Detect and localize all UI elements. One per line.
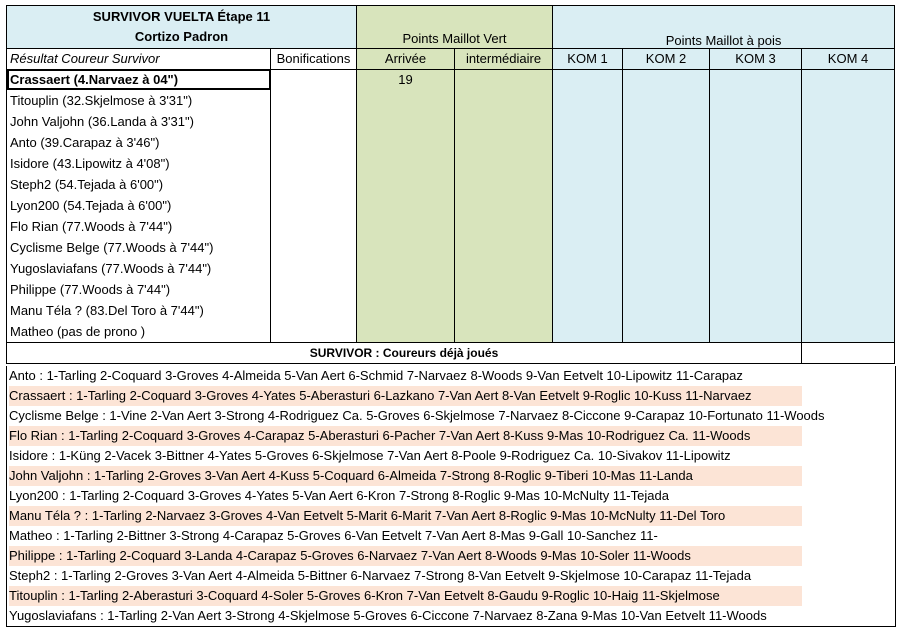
result-bonification-cell[interactable] <box>271 132 357 153</box>
result-kom1-cell[interactable] <box>553 111 623 132</box>
result-kom4-cell[interactable] <box>802 300 895 321</box>
result-kom4-cell[interactable] <box>802 195 895 216</box>
result-intermediaire-cell[interactable] <box>455 195 553 216</box>
result-intermediaire-cell[interactable] <box>455 132 553 153</box>
result-kom3-cell[interactable] <box>710 321 802 342</box>
result-coureur-cell[interactable]: John Valjohn (36.Landa à 3'31") <box>7 111 271 132</box>
result-intermediaire-cell[interactable] <box>455 321 553 342</box>
played-row <box>7 366 895 386</box>
result-coureur-cell[interactable]: Manu Téla ? (83.Del Toro à 7'44") <box>7 300 271 321</box>
result-kom3-cell[interactable] <box>710 216 802 237</box>
result-kom4-cell[interactable] <box>802 111 895 132</box>
result-kom3-cell[interactable] <box>710 132 802 153</box>
result-coureur-cell[interactable]: Yugoslaviafans (77.Woods à 7'44") <box>7 258 271 279</box>
col-kom1: KOM 1 <box>553 48 623 69</box>
sheet-title-line2: Cortizo Padron <box>7 26 357 48</box>
result-intermediaire-cell[interactable] <box>455 69 553 90</box>
result-intermediaire-cell[interactable] <box>455 216 553 237</box>
result-row <box>7 300 895 321</box>
result-bonification-cell[interactable] <box>271 174 357 195</box>
result-arrivee-cell[interactable] <box>357 90 455 111</box>
result-kom2-cell[interactable] <box>623 279 710 300</box>
result-kom2-cell[interactable] <box>623 111 710 132</box>
result-bonification-cell[interactable] <box>271 300 357 321</box>
played-row <box>7 546 895 566</box>
result-kom3-cell[interactable] <box>710 153 802 174</box>
result-coureur-cell[interactable]: Philippe (77.Woods à 7'44") <box>7 279 271 300</box>
result-kom2-cell[interactable] <box>623 132 710 153</box>
result-arrivee-cell[interactable] <box>357 174 455 195</box>
result-row <box>7 258 895 279</box>
result-row <box>7 321 895 342</box>
result-intermediaire-cell[interactable] <box>455 258 553 279</box>
result-kom4-cell[interactable] <box>802 69 895 90</box>
played-row <box>7 566 895 586</box>
col-resultat: Résultat Coureur Survivor <box>7 48 271 69</box>
col-kom4: KOM 4 <box>802 48 895 69</box>
played-row-text: Manu Téla ? : 1-Tarling 2-Narvaez 3-Groves 4-Van Eetvelt 5-Marit 6-Marit 7-Van Aert 8-Roglic 9-Mas 10-McNulty 11-Del Toro <box>9 506 802 526</box>
result-kom4-cell[interactable] <box>802 153 895 174</box>
result-kom4-cell[interactable] <box>802 237 895 258</box>
played-row <box>7 586 895 606</box>
result-kom3-cell[interactable] <box>710 195 802 216</box>
points-maillot-vert-header: Points Maillot Vert <box>357 6 553 49</box>
played-row-text: Isidore : 1-Küng 2-Vacek 3-Bittner 4-Yates 5-Groves 6-Skjelmose 7-Van Aert 8-Poole 9-Rodriguez Ca. 10-Sivakov 11-Lipowitz <box>9 448 731 463</box>
result-kom1-cell[interactable] <box>553 90 623 111</box>
result-coureur-cell[interactable]: Flo Rian (77.Woods à 7'44") <box>7 216 271 237</box>
result-kom1-cell[interactable] <box>553 153 623 174</box>
result-bonification-cell[interactable] <box>271 90 357 111</box>
result-coureur-cell[interactable]: Anto (39.Carapaz à 3'46") <box>7 132 271 153</box>
result-kom3-cell[interactable] <box>710 279 802 300</box>
result-intermediaire-cell[interactable] <box>455 300 553 321</box>
played-row-text: Titouplin : 1-Tarling 2-Aberasturi 3-Coquard 4-Soler 5-Groves 6-Kron 7-Van Eetvelt 8-Gaudu 9-Roglic 10-Haig 11-Skjelmose <box>9 586 802 606</box>
result-bonification-cell[interactable] <box>271 279 357 300</box>
result-kom3-cell[interactable] <box>710 90 802 111</box>
result-kom2-cell[interactable] <box>623 90 710 111</box>
results-body <box>7 69 895 342</box>
points-maillot-pois-header: Points Maillot à pois <box>553 6 895 49</box>
result-row <box>7 153 895 174</box>
result-kom4-cell[interactable] <box>802 321 895 342</box>
played-row-text: Philippe : 1-Tarling 2-Coquard 3-Landa 4-Carapaz 5-Groves 6-Narvaez 7-Van Aert 8-Woods 9-Mas 10-Soler 11-Woods <box>9 546 802 566</box>
result-intermediaire-cell[interactable] <box>455 174 553 195</box>
result-kom1-cell[interactable] <box>553 216 623 237</box>
result-kom1-cell[interactable] <box>553 195 623 216</box>
result-arrivee-cell[interactable] <box>357 237 455 258</box>
result-arrivee-cell[interactable] <box>357 321 455 342</box>
result-kom4-cell[interactable] <box>802 90 895 111</box>
result-kom1-cell[interactable] <box>553 300 623 321</box>
played-row-text: Steph2 : 1-Tarling 2-Groves 3-Van Aert 4-Almeida 5-Bittner 6-Narvaez 7-Strong 8-Van Eetvelt 9-Skjelmose 10-Carapaz 11-Tejada <box>9 568 752 583</box>
result-arrivee-cell[interactable] <box>357 258 455 279</box>
result-row <box>7 237 895 258</box>
result-row <box>7 174 895 195</box>
played-row-text: John Valjohn : 1-Tarling 2-Groves 3-Van Aert 4-Kuss 5-Coquard 6-Almeida 7-Strong 8-Roglic 9-Tiberi 10-Mas 11-Landa <box>9 466 802 486</box>
result-bonification-cell[interactable] <box>271 216 357 237</box>
result-bonification-cell[interactable] <box>271 321 357 342</box>
result-coureur-cell[interactable]: Titouplin (32.Skjelmose à 3'31") <box>7 90 271 111</box>
result-arrivee-cell[interactable] <box>357 216 455 237</box>
result-arrivee-cell[interactable] <box>357 195 455 216</box>
result-row <box>7 195 895 216</box>
result-kom2-cell[interactable] <box>623 69 710 90</box>
result-coureur-cell[interactable]: Isidore (43.Lipowitz à 4'08") <box>7 153 271 174</box>
result-kom4-cell[interactable] <box>802 132 895 153</box>
result-intermediaire-cell[interactable] <box>455 153 553 174</box>
result-row <box>7 69 895 90</box>
result-row <box>7 279 895 300</box>
played-row <box>7 506 895 526</box>
result-row <box>7 111 895 132</box>
result-bonification-cell[interactable] <box>271 69 357 90</box>
played-row-text: Lyon200 : 1-Tarling 2-Coquard 3-Groves 4-Yates 5-Van Aert 6-Kron 7-Strong 8-Roglic 9-Mas 10-McNulty 11-Tejada <box>9 488 669 503</box>
result-kom3-cell[interactable] <box>710 69 802 90</box>
result-kom1-cell[interactable] <box>553 69 623 90</box>
result-bonification-cell[interactable] <box>271 237 357 258</box>
result-kom3-cell[interactable] <box>710 111 802 132</box>
played-row-text: Yugoslaviafans : 1-Tarling 2-Van Aert 3-Strong 4-Skjelmose 5-Groves 6-Ciccone 7-Narvaez 8-Zana 9-Mas 10-Van Eetvelt 11-Woods <box>9 608 767 623</box>
result-kom1-cell[interactable] <box>553 132 623 153</box>
result-kom1-cell[interactable] <box>553 279 623 300</box>
result-intermediaire-cell[interactable] <box>455 279 553 300</box>
result-arrivee-cell[interactable] <box>357 153 455 174</box>
result-row <box>7 90 895 111</box>
result-kom1-cell[interactable] <box>553 174 623 195</box>
played-row <box>7 426 895 446</box>
played-row <box>7 406 895 426</box>
result-intermediaire-cell[interactable] <box>455 111 553 132</box>
played-row-text: Anto : 1-Tarling 2-Coquard 3-Groves 4-Almeida 5-Van Aert 6-Schmid 7-Narvaez 8-Woods 9-Van Eetvelt 10-Lipowitz 11-Carapaz <box>9 368 743 383</box>
played-row <box>7 606 895 626</box>
result-intermediaire-cell[interactable] <box>455 90 553 111</box>
played-row <box>7 386 895 406</box>
result-arrivee-cell[interactable]: 19 <box>357 69 455 90</box>
result-coureur-cell[interactable]: Steph2 (54.Tejada à 6'00") <box>7 174 271 195</box>
result-arrivee-cell[interactable] <box>357 111 455 132</box>
result-bonification-cell[interactable] <box>271 258 357 279</box>
col-kom2: KOM 2 <box>623 48 710 69</box>
result-kom2-cell[interactable] <box>623 258 710 279</box>
result-kom1-cell[interactable] <box>553 237 623 258</box>
played-row <box>7 446 895 466</box>
played-list <box>6 366 896 627</box>
result-kom2-cell[interactable] <box>623 321 710 342</box>
col-intermediaire: intermédiaire <box>455 48 553 69</box>
result-kom2-cell[interactable] <box>623 174 710 195</box>
result-kom4-cell[interactable] <box>802 174 895 195</box>
played-row <box>7 526 895 546</box>
sheet-title-line1: SURVIVOR VUELTA Étape 11 <box>7 6 357 27</box>
result-kom2-cell[interactable] <box>623 300 710 321</box>
result-bonification-cell[interactable] <box>271 111 357 132</box>
played-row <box>7 466 895 486</box>
result-arrivee-cell[interactable] <box>357 300 455 321</box>
result-kom1-cell[interactable] <box>553 258 623 279</box>
result-kom4-cell[interactable] <box>802 216 895 237</box>
result-row <box>7 216 895 237</box>
result-kom1-cell[interactable] <box>553 321 623 342</box>
col-kom3: KOM 3 <box>710 48 802 69</box>
played-row-text: Crassaert : 1-Tarling 2-Coquard 3-Groves 4-Yates 5-Aberasturi 6-Lazkano 7-Van Aert 8-Van Eetvelt 9-Roglic 10-Kuss 11-Narvaez <box>9 386 802 406</box>
played-title: SURVIVOR : Coureurs déjà joués <box>7 342 802 363</box>
result-arrivee-cell[interactable] <box>357 132 455 153</box>
played-row-text: Matheo : 1-Tarling 2-Bittner 3-Strong 4-Carapaz 5-Groves 6-Van Eetvelt 7-Van Aert 8-Mas 9-Gall 10-Sanchez 11- <box>9 528 658 543</box>
result-arrivee-cell[interactable] <box>357 279 455 300</box>
played-row-text: Cyclisme Belge : 1-Vine 2-Van Aert 3-Strong 4-Rodriguez Ca. 5-Groves 6-Skjelmose 7-Narvaez 8-Ciccone 9-Carapaz 10-Fortunato 11-Woods <box>9 408 825 423</box>
result-kom3-cell[interactable] <box>710 174 802 195</box>
result-bonification-cell[interactable] <box>271 153 357 174</box>
result-kom4-cell[interactable] <box>802 279 895 300</box>
result-kom3-cell[interactable] <box>710 300 802 321</box>
result-kom2-cell[interactable] <box>623 216 710 237</box>
result-bonification-cell[interactable] <box>271 195 357 216</box>
played-row-text: Flo Rian : 1-Tarling 2-Coquard 3-Groves 4-Carapaz 5-Aberasturi 6-Pacher 7-Van Aert 8-Kuss 9-Mas 10-Rodriguez Ca. 11-Woods <box>9 426 802 446</box>
result-row <box>7 132 895 153</box>
played-row <box>7 486 895 506</box>
result-coureur-cell[interactable]: Matheo (pas de prono ) <box>7 321 271 342</box>
result-kom2-cell[interactable] <box>623 195 710 216</box>
played-title-spacer <box>802 342 895 363</box>
survivor-sheet <box>6 5 894 364</box>
result-kom3-cell[interactable] <box>710 237 802 258</box>
results-table <box>6 5 895 364</box>
result-kom2-cell[interactable] <box>623 237 710 258</box>
result-coureur-cell[interactable]: Lyon200 (54.Tejada à 6'00") <box>7 195 271 216</box>
result-coureur-cell[interactable]: Crassaert (4.Narvaez à 04") <box>7 69 271 90</box>
col-bonifications: Bonifications <box>271 48 357 69</box>
result-coureur-cell[interactable]: Cyclisme Belge (77.Woods à 7'44") <box>7 237 271 258</box>
result-intermediaire-cell[interactable] <box>455 237 553 258</box>
result-kom3-cell[interactable] <box>710 258 802 279</box>
result-kom2-cell[interactable] <box>623 153 710 174</box>
result-kom4-cell[interactable] <box>802 258 895 279</box>
col-arrivee: Arrivée <box>357 48 455 69</box>
